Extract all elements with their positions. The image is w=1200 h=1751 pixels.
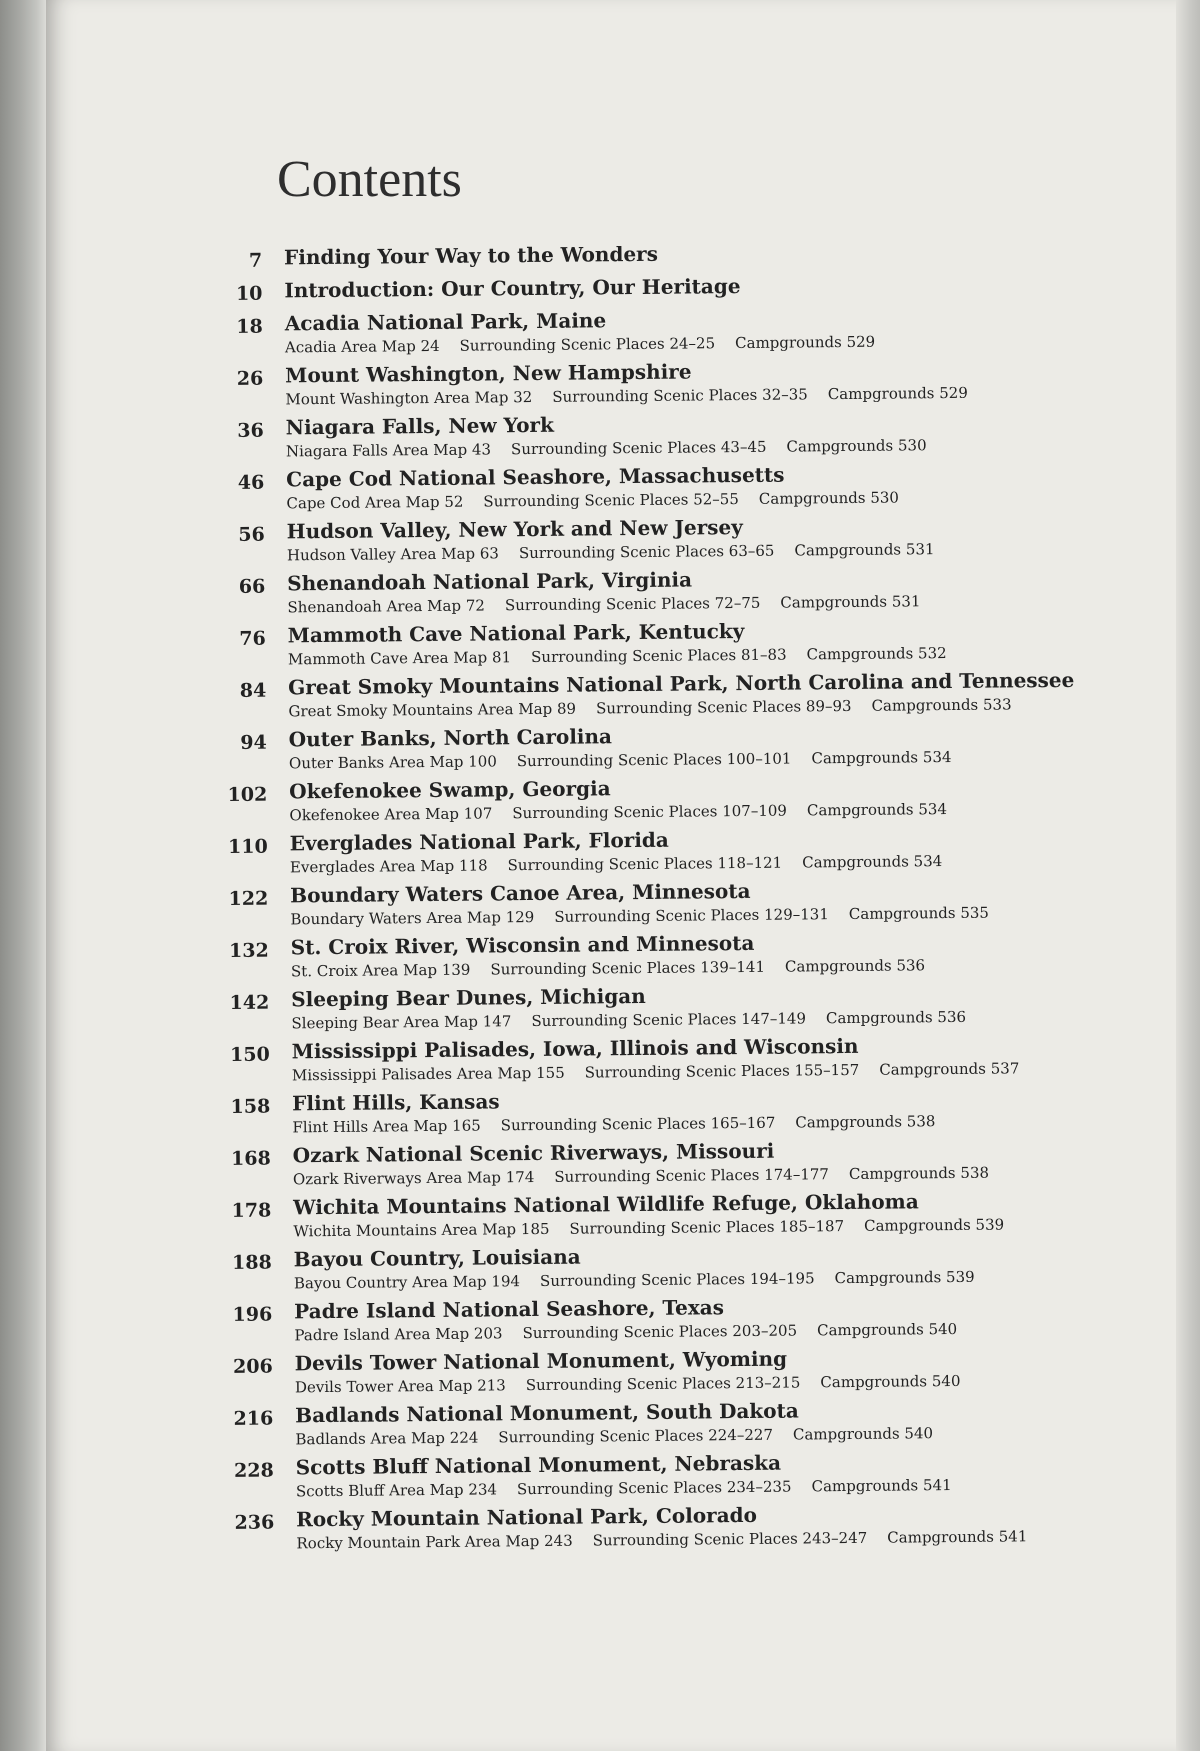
toc-scenic-places: Surrounding Scenic Places 118–121 bbox=[507, 853, 783, 875]
toc-page-number: 102 bbox=[227, 783, 268, 806]
toc-campgrounds: Campgrounds 540 bbox=[820, 1371, 961, 1392]
toc-entry-title: Great Smoky Mountains National Park, North Carolina and Tennessee bbox=[288, 667, 1075, 700]
toc-campgrounds: Campgrounds 529 bbox=[827, 383, 968, 404]
toc-scenic-places: Surrounding Scenic Places 24–25 bbox=[459, 334, 716, 355]
toc-entry-details bbox=[295, 1372, 981, 1397]
toc-area-map: Mount Washington Area Map 32 bbox=[285, 388, 533, 409]
toc-page-number: 178 bbox=[231, 1199, 272, 1222]
toc-scenic-places: Surrounding Scenic Places 243–247 bbox=[592, 1528, 868, 1550]
toc-campgrounds: Campgrounds 537 bbox=[879, 1059, 1020, 1079]
toc-entry bbox=[231, 1344, 1101, 1404]
toc-scenic-places: Surrounding Scenic Places 147–149 bbox=[531, 1009, 807, 1031]
toc-entry bbox=[225, 720, 1095, 780]
toc-entry-details bbox=[286, 436, 947, 460]
toc-campgrounds: Campgrounds 536 bbox=[784, 956, 926, 976]
toc-entry bbox=[230, 1240, 1100, 1300]
toc-scenic-places: Surrounding Scenic Places 139–141 bbox=[490, 957, 766, 979]
toc-entry-title: Finding Your Way to the Wonders bbox=[283, 241, 659, 270]
toc-campgrounds: Campgrounds 534 bbox=[802, 852, 943, 872]
toc-entry bbox=[229, 1136, 1099, 1196]
toc-entry-title: Rocky Mountain National Park, Colorado bbox=[296, 1502, 758, 1532]
toc-entry-title: Boundary Waters Canoe Area, Minnesota bbox=[290, 878, 751, 908]
toc-campgrounds: Campgrounds 534 bbox=[806, 800, 948, 820]
toc-entry-title: Devils Tower National Monument, Wyoming bbox=[294, 1346, 788, 1376]
toc-page-number: 168 bbox=[230, 1147, 271, 1170]
toc-page-number: 122 bbox=[228, 887, 269, 910]
toc-campgrounds: Campgrounds 530 bbox=[786, 436, 927, 456]
toc-entry-title: Flint Hills, Kansas bbox=[292, 1089, 500, 1116]
toc-scenic-places: Surrounding Scenic Places 165–167 bbox=[500, 1113, 776, 1135]
toc-area-map: Ozark Riverways Area Map 174 bbox=[292, 1168, 535, 1189]
toc-entry bbox=[228, 1032, 1098, 1092]
toc-entry-title: Acadia National Park, Maine bbox=[284, 308, 607, 336]
toc-campgrounds: Campgrounds 531 bbox=[780, 592, 921, 612]
toc-scenic-places: Surrounding Scenic Places 194–195 bbox=[539, 1269, 815, 1290]
toc-campgrounds: Campgrounds 534 bbox=[811, 748, 952, 768]
toc-area-map: Padre Island Area Map 203 bbox=[294, 1324, 503, 1345]
toc-campgrounds: Campgrounds 536 bbox=[825, 1007, 967, 1028]
toc-entry bbox=[226, 876, 1096, 936]
toc-entry-title: Wichita Mountains National Wildlife Refuge, Oklahoma bbox=[293, 1189, 919, 1220]
toc-entry-title: Hudson Valley, New York and New Jersey bbox=[286, 514, 743, 544]
toc-entry bbox=[232, 1500, 1102, 1560]
toc-campgrounds: Campgrounds 539 bbox=[834, 1267, 975, 1288]
toc-page-number: 76 bbox=[239, 627, 266, 650]
toc-entry bbox=[221, 356, 1091, 416]
toc-page-number: 132 bbox=[228, 939, 269, 962]
page-edge bbox=[1176, 0, 1200, 1751]
toc-page-number: 158 bbox=[230, 1095, 271, 1118]
toc-page-number: 26 bbox=[236, 367, 264, 390]
toc-area-map: Cape Cod Area Map 52 bbox=[286, 492, 464, 513]
toc-area-map: Rocky Mountain Park Area Map 243 bbox=[296, 1531, 573, 1553]
toc-entry-title: Niagara Falls, New York bbox=[285, 412, 555, 440]
toc-area-map: Mississippi Palisades Area Map 155 bbox=[291, 1063, 565, 1085]
toc-entry-details bbox=[294, 1268, 995, 1293]
toc-scenic-places: Surrounding Scenic Places 72–75 bbox=[504, 593, 761, 615]
toc-page-number: 216 bbox=[233, 1407, 274, 1430]
toc-page-number: 46 bbox=[237, 471, 265, 494]
toc-area-map: Hudson Valley Area Map 63 bbox=[286, 544, 500, 565]
toc-page-number: 36 bbox=[237, 419, 264, 442]
toc-page-number: 56 bbox=[238, 523, 265, 546]
toc-area-map: Wichita Mountains Area Map 185 bbox=[293, 1219, 550, 1241]
toc-entry-details bbox=[293, 1163, 1009, 1188]
toc-campgrounds: Campgrounds 539 bbox=[863, 1215, 1005, 1235]
toc-page-number: 94 bbox=[240, 731, 267, 754]
toc-scenic-places: Surrounding Scenic Places 63–65 bbox=[518, 541, 775, 563]
toc-area-map: St. Croix Area Map 139 bbox=[290, 960, 471, 981]
toc-entry-title: Sleeping Bear Dunes, Michigan bbox=[291, 983, 646, 1012]
toc-scenic-places: Surrounding Scenic Places 107–109 bbox=[512, 801, 788, 823]
toc-scenic-places: Surrounding Scenic Places 89–93 bbox=[595, 696, 852, 718]
toc-campgrounds: Campgrounds 541 bbox=[887, 1527, 1028, 1547]
toc-entry-title: Cape Cod National Seashore, Massachusetts bbox=[286, 462, 785, 492]
toc-entry bbox=[230, 1292, 1100, 1352]
toc-entry bbox=[222, 460, 1092, 520]
toc-entry-title: Bayou Country, Louisiana bbox=[293, 1244, 581, 1272]
toc-scenic-places: Surrounding Scenic Places 155–157 bbox=[584, 1060, 860, 1082]
toc-entry-title: Outer Banks, North Carolina bbox=[288, 724, 613, 752]
toc-campgrounds: Campgrounds 535 bbox=[848, 903, 990, 923]
toc-entry-title: Okefenokee Swamp, Georgia bbox=[289, 776, 611, 804]
toc-entry-details bbox=[293, 1215, 1024, 1240]
toc-area-map: Devils Tower Area Map 213 bbox=[294, 1376, 506, 1397]
toc-campgrounds: Campgrounds 540 bbox=[792, 1424, 934, 1444]
toc-page-number: 228 bbox=[233, 1459, 274, 1482]
toc-area-map: Sleeping Bear Area Map 147 bbox=[291, 1012, 512, 1033]
toc-entry-details bbox=[291, 956, 945, 980]
toc-entry-details bbox=[286, 488, 919, 512]
toc-entry-title: Padre Island National Seashore, Texas bbox=[294, 1295, 725, 1324]
toc-entry bbox=[224, 668, 1094, 728]
toc-scenic-places: Surrounding Scenic Places 32–35 bbox=[552, 385, 808, 406]
toc-entry-details bbox=[288, 644, 967, 669]
toc-area-map: Outer Banks Area Map 100 bbox=[288, 752, 497, 773]
toc-entry-details bbox=[285, 333, 895, 357]
toc-entry bbox=[228, 1084, 1098, 1144]
toc-scenic-places: Surrounding Scenic Places 129–131 bbox=[554, 905, 829, 926]
toc-area-map: Acadia Area Map 24 bbox=[284, 336, 440, 357]
book-spine bbox=[0, 0, 46, 1751]
toc-page-number: 10 bbox=[235, 282, 263, 305]
toc-entry-title: Badlands National Monument, South Dakota bbox=[295, 1398, 799, 1428]
toc-entry-details bbox=[288, 695, 1031, 720]
toc-page-number: 236 bbox=[234, 1511, 275, 1534]
toc-entry-details bbox=[292, 1112, 955, 1136]
toc-area-map: Everglades Area Map 118 bbox=[289, 856, 488, 877]
toc-entry-title: Mississippi Palisades, Iowa, Illinois and Wisconsin bbox=[291, 1033, 859, 1064]
toc-entry-title: Scotts Bluff National Monument, Nebraska bbox=[295, 1450, 782, 1480]
toc-page-number: 7 bbox=[248, 249, 263, 272]
toc-scenic-places: Surrounding Scenic Places 100–101 bbox=[516, 749, 792, 771]
toc-entry bbox=[231, 1396, 1101, 1456]
toc-campgrounds: Campgrounds 533 bbox=[871, 695, 1012, 715]
toc-area-map: Okefenokee Area Map 107 bbox=[289, 804, 493, 825]
toc-campgrounds: Campgrounds 541 bbox=[811, 1476, 952, 1496]
toc-entry bbox=[227, 980, 1097, 1040]
toc-area-map: Niagara Falls Area Map 43 bbox=[285, 440, 492, 461]
toc-entry-details bbox=[285, 384, 988, 409]
toc-page-number: 66 bbox=[238, 575, 266, 598]
toc-page-number: 84 bbox=[239, 679, 267, 702]
toc-entry-title: Mount Washington, New Hampshire bbox=[285, 359, 692, 388]
toc-entry-title: Introduction: Our Country, Our Heritage bbox=[284, 274, 741, 303]
toc-entry bbox=[224, 616, 1094, 676]
toc-page-number: 188 bbox=[231, 1251, 272, 1274]
toc-entry bbox=[223, 564, 1093, 624]
toc-scenic-places: Surrounding Scenic Places 52–55 bbox=[483, 490, 739, 511]
toc-entry-details bbox=[290, 903, 1009, 928]
toc-campgrounds: Campgrounds 530 bbox=[758, 488, 900, 508]
toc-entry-title: Mammoth Cave National Park, Kentucky bbox=[287, 618, 745, 648]
toc-entry-details bbox=[291, 1008, 986, 1033]
toc-scenic-places: Surrounding Scenic Places 43–45 bbox=[510, 437, 767, 459]
toc-entry-details bbox=[294, 1320, 977, 1345]
toc-entry-title: Shenandoah National Park, Virginia bbox=[287, 567, 693, 596]
toc-entry bbox=[226, 824, 1096, 884]
toc-entry-title: Everglades National Park, Florida bbox=[289, 827, 669, 856]
toc-entry bbox=[221, 304, 1091, 364]
page-title: Contents bbox=[277, 151, 462, 208]
toc-page-number: 150 bbox=[229, 1043, 270, 1066]
toc-entry-details bbox=[290, 852, 962, 876]
toc-entry-details bbox=[289, 748, 972, 773]
toc-entry-title: Ozark National Scenic Riverways, Missouri bbox=[292, 1138, 775, 1168]
toc-campgrounds: Campgrounds 538 bbox=[795, 1112, 936, 1132]
toc-area-map: Boundary Waters Area Map 129 bbox=[290, 908, 535, 929]
toc-area-map: Shenandoah Area Map 72 bbox=[287, 596, 485, 617]
toc-scenic-places: Surrounding Scenic Places 185–187 bbox=[569, 1217, 845, 1238]
toc-campgrounds: Campgrounds 538 bbox=[848, 1163, 990, 1184]
toc-entry bbox=[222, 408, 1092, 468]
toc-page-number: 206 bbox=[232, 1355, 273, 1378]
toc-entry-details bbox=[296, 1527, 1047, 1552]
toc-scenic-places: Surrounding Scenic Places 213–215 bbox=[525, 1373, 801, 1395]
toc-area-map: Bayou Country Area Map 194 bbox=[293, 1272, 521, 1293]
toc-area-map: Flint Hills Area Map 165 bbox=[292, 1116, 481, 1137]
toc-campgrounds: Campgrounds 531 bbox=[794, 540, 935, 560]
toc-campgrounds: Campgrounds 529 bbox=[735, 332, 876, 353]
toc-page-number: 196 bbox=[232, 1303, 273, 1326]
toc-entry bbox=[227, 928, 1097, 988]
toc-area-map: Badlands Area Map 224 bbox=[295, 1428, 479, 1449]
toc-entry-details bbox=[295, 1424, 953, 1448]
toc-page-number: 142 bbox=[229, 991, 270, 1014]
toc-entry-title: St. Croix River, Wisconsin and Minnesota bbox=[290, 930, 755, 960]
toc-entry bbox=[229, 1188, 1099, 1248]
toc-scenic-places: Surrounding Scenic Places 174–177 bbox=[554, 1165, 830, 1186]
toc-area-map: Mammoth Cave Area Map 81 bbox=[287, 648, 512, 669]
toc-scenic-places: Surrounding Scenic Places 234–235 bbox=[516, 1477, 792, 1499]
toc-entry-details bbox=[287, 540, 955, 564]
toc-entry bbox=[225, 772, 1095, 832]
toc-entry-details bbox=[292, 1059, 1040, 1084]
toc-scenic-places: Surrounding Scenic Places 224–227 bbox=[498, 1425, 774, 1447]
toc-entry-details bbox=[287, 592, 940, 616]
toc-scenic-places: Surrounding Scenic Places 81–83 bbox=[530, 645, 787, 667]
toc-campgrounds: Campgrounds 540 bbox=[817, 1319, 958, 1340]
toc-entry-details bbox=[289, 800, 967, 825]
toc-entry-details bbox=[296, 1476, 972, 1500]
toc-page-number: 110 bbox=[227, 835, 268, 858]
toc-page-number: 18 bbox=[236, 315, 263, 338]
toc-campgrounds: Campgrounds 532 bbox=[806, 644, 947, 664]
toc-entry bbox=[223, 512, 1093, 572]
toc-entry bbox=[232, 1448, 1102, 1508]
table-of-contents bbox=[220, 238, 1103, 1560]
toc-area-map: Scotts Bluff Area Map 234 bbox=[295, 1480, 498, 1501]
toc-scenic-places: Surrounding Scenic Places 203–205 bbox=[522, 1321, 798, 1343]
toc-area-map: Great Smoky Mountains Area Map 89 bbox=[288, 699, 577, 721]
